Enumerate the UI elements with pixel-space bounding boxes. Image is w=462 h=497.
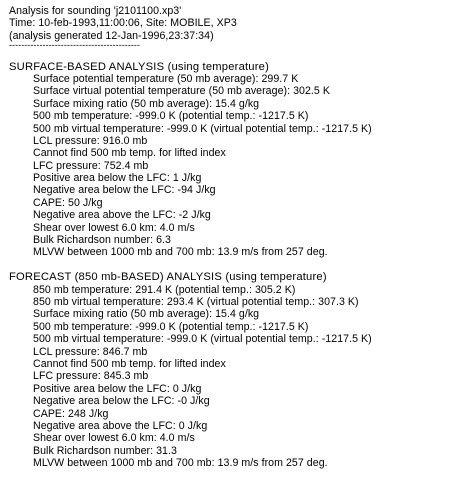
forecast-line: Surface mixing ratio (50 mb average): 15.4 g/kg xyxy=(33,308,260,321)
surface-line: Positive area below the LFC: 1 J/kg xyxy=(33,172,202,185)
spacer xyxy=(9,259,459,271)
header-time-site: Time: 10-feb-1993,11:00:06, Site: MOBILE, XP3 xyxy=(9,17,237,30)
surface-line: LFC pressure: 752.4 mb xyxy=(33,159,149,172)
surface-line: LCL pressure: 916.0 mb xyxy=(33,134,148,147)
surface-section-lines xyxy=(9,73,459,259)
header-generated: (analysis generated 12-Jan-1996,23:37:34) xyxy=(9,29,214,42)
surface-section-title: SURFACE-BASED ANALYSIS (using temperature) xyxy=(9,60,270,73)
forecast-line: Shear over lowest 6.0 km: 4.0 m/s xyxy=(33,432,195,445)
forecast-section-lines xyxy=(9,284,459,470)
forecast-line: Cannot find 500 mb temp. for lifted index xyxy=(33,357,226,370)
forecast-line: LCL pressure: 846.7 mb xyxy=(33,345,148,358)
forecast-line: Positive area below the LFC: 0 J/kg xyxy=(33,382,202,395)
surface-line: 500 mb virtual temperature: -999.0 K (virtual potential temp.: -1217.5 K) xyxy=(33,122,372,135)
sounding-analysis-document xyxy=(9,5,459,469)
header-separator: ------------------------------------------- xyxy=(9,42,141,49)
surface-line: Surface potential temperature (50 mb average): 299.7 K xyxy=(33,72,299,85)
forecast-line: Negative area below the LFC: -0 J/kg xyxy=(33,395,210,408)
surface-line: Bulk Richardson number: 6.3 xyxy=(33,234,171,247)
surface-line: Negative area below the LFC: -94 J/kg xyxy=(33,184,216,197)
header-sounding-title: Analysis for sounding 'j2101100.xp3' xyxy=(9,5,182,17)
forecast-line: 500 mb temperature: -999.0 K (potential temp.: -1217.5 K) xyxy=(33,320,309,333)
forecast-line: LFC pressure: 845.3 mb xyxy=(33,370,149,383)
forecast-line: 500 mb virtual temperature: -999.0 K (virtual potential temp.: -1217.5 K) xyxy=(33,333,372,346)
surface-line: Shear over lowest 6.0 km: 4.0 m/s xyxy=(33,221,195,234)
surface-line: 500 mb temperature: -999.0 K (potential temp.: -1217.5 K) xyxy=(33,110,309,123)
forecast-line: 850 mb virtual temperature: 293.4 K (virtual potential temp.: 307.3 K) xyxy=(33,295,359,308)
surface-line: Negative area above the LFC: -2 J/kg xyxy=(33,209,211,222)
forecast-line: Bulk Richardson number: 31.3 xyxy=(33,444,177,457)
surface-line: CAPE: 50 J/kg xyxy=(33,196,103,209)
surface-line: MLVW between 1000 mb and 700 mb: 13.9 m/s from 257 deg. xyxy=(33,246,328,259)
forecast-line: 850 mb temperature: 291.4 K (potential temp.: 305.2 K) xyxy=(33,283,296,296)
forecast-line: Negative area above the LFC: 0 J/kg xyxy=(33,419,208,432)
surface-line: Surface mixing ratio (50 mb average): 15.4 g/kg xyxy=(33,97,260,110)
forecast-line: MLVW between 1000 mb and 700 mb: 13.9 m/s from 257 deg. xyxy=(33,457,328,470)
forecast-line: CAPE: 248 J/kg xyxy=(33,407,109,420)
spacer xyxy=(9,48,459,60)
surface-line: Surface virtual potential temperature (50 mb average): 302.5 K xyxy=(33,85,330,98)
surface-line: Cannot find 500 mb temp. for lifted index xyxy=(33,147,226,160)
forecast-section-title: FORECAST (850 mb-BASED) ANALYSIS (using temperature) xyxy=(9,271,327,284)
